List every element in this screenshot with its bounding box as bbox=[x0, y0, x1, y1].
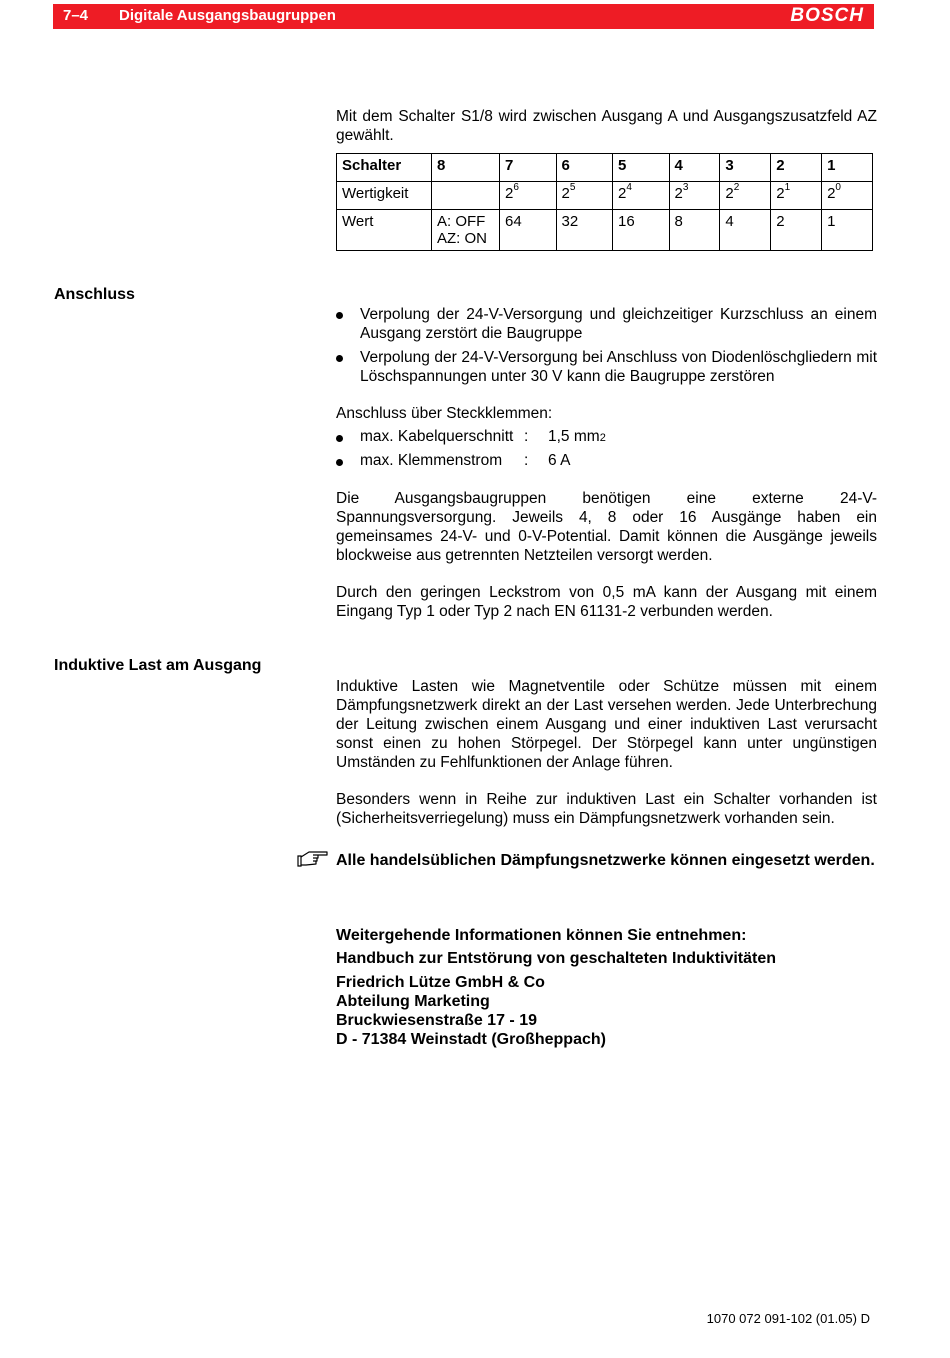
table-cell: $2^6$ bbox=[500, 182, 557, 210]
section-heading-anschluss: Anschluss bbox=[54, 286, 135, 303]
table-cell: 2 bbox=[771, 154, 822, 182]
bullet-icon bbox=[336, 312, 343, 319]
info-intro: Weitergehende Informationen können Sie entnehmen: bbox=[336, 927, 747, 944]
table-cell: 16 bbox=[613, 210, 670, 251]
page-header bbox=[53, 4, 874, 29]
info-company: Friedrich Lütze GmbH & Co Abteilung Marketing Bruckwiesenstraße 17 - 19 D - 71384 Weinstadt (Großheppach) bbox=[336, 974, 606, 1048]
table-cell: 64 bbox=[500, 210, 557, 251]
table-cell: A: OFF AZ: ON bbox=[432, 210, 500, 251]
table-cell: 8 bbox=[669, 210, 720, 251]
table-cell: $2^5$ bbox=[556, 182, 613, 210]
spec-terminal-current: max. Klemmenstrom : 6 A bbox=[336, 452, 877, 472]
table-cell: Wert bbox=[337, 210, 432, 251]
table-cell: 3 bbox=[720, 154, 771, 182]
inductive-paragraph: Induktive Lasten wie Magnetventile oder Schütze müssen mit einem Dämpfungsnetzwerk direkt an der Last versehen werden. Jede Unterbrechung der Leitung zwischen einem Ausgang und einer induktiven Last verursacht sonst einen zu hohen Störpegel. Der Störpegel kann unter ungünstigen Umständen zu Fehlfunktionen der Anlage führen. bbox=[336, 678, 877, 771]
bosch-logo: BOSCH bbox=[790, 5, 864, 26]
list-item: Verpolung der 24-V-Versorgung bei Anschluss von Diodenlöschgliedern mit Löschspannungen unter 30 V kann die Baugruppe zerstören bbox=[336, 348, 877, 386]
table-cell: 4 bbox=[720, 210, 771, 251]
table-row bbox=[337, 210, 873, 251]
table-cell: 1 bbox=[822, 210, 873, 251]
supply-paragraph: Die Ausgangsbaugruppen benötigen eine externe 24-V-Spannungsversorgung. Jeweils 4, 8 oder 16 Ausgänge haben ein gemeinsames 24-V- und 0-V-Potential. Damit können die Ausgänge jeweils blockweise aus getrennten Netzteilen versorgt werden. bbox=[336, 490, 877, 564]
intro-text: Mit dem Schalter S1/8 wird zwischen Ausgang A und Ausgangszusatzfeld AZ gewählt. bbox=[336, 108, 877, 144]
table-cell: 32 bbox=[556, 210, 613, 251]
note-text: Alle handelsüblichen Dämpfungsnetzwerke können eingesetzt werden. bbox=[336, 852, 875, 869]
table-cell: 1 bbox=[822, 154, 873, 182]
document-number: 1070 072 091-102 (01.05) D bbox=[706, 1311, 870, 1326]
list-item: Verpolung der 24-V-Versorgung und gleichzeitiger Kurzschluss an einem Ausgang zerstört die Baugruppe bbox=[336, 305, 877, 343]
table-cell: $2^4$ bbox=[613, 182, 670, 210]
bullet-icon bbox=[336, 459, 343, 466]
leakage-paragraph: Durch den geringen Leckstrom von 0,5 mA kann der Ausgang mit einem Eingang Typ 1 oder Typ 2 nach EN 61131-2 verbunden werden. bbox=[336, 584, 877, 620]
spec-cable-cross-section: max. Kabelquerschnitt : 1,5 mm2 bbox=[336, 428, 877, 448]
bullet-icon bbox=[336, 355, 343, 362]
table-cell: 7 bbox=[500, 154, 557, 182]
table-cell: 6 bbox=[556, 154, 613, 182]
bullet-icon bbox=[336, 435, 343, 442]
table-cell: 4 bbox=[669, 154, 720, 182]
table-row bbox=[337, 182, 873, 210]
chapter-title: Digitale Ausgangsbaugruppen bbox=[119, 7, 336, 24]
steckklemmen-intro: Anschluss über Steckklemmen: bbox=[336, 405, 553, 422]
table-cell: $2^2$ bbox=[720, 182, 771, 210]
table-cell: Wertigkeit bbox=[337, 182, 432, 210]
section-heading-induktiv: Induktive Last am Ausgang bbox=[54, 657, 262, 674]
page-number: 7–4 bbox=[63, 7, 89, 24]
table-row bbox=[337, 154, 873, 182]
warning-list bbox=[336, 305, 877, 386]
interlock-paragraph: Besonders wenn in Reihe zur induktiven Last ein Schalter vorhanden ist (Sicherheitsverriegelung) muss ein Dämpfungsnetzwerk vorhanden sein. bbox=[336, 791, 877, 827]
table-cell: Schalter bbox=[337, 154, 432, 182]
switch-table bbox=[336, 153, 873, 251]
info-handbook-title: Handbuch zur Entstörung von geschalteten Induktivitäten bbox=[336, 950, 777, 967]
table-cell: $2^3$ bbox=[669, 182, 720, 210]
table-cell: 5 bbox=[613, 154, 670, 182]
table-cell: 2 bbox=[771, 210, 822, 251]
pointing-hand-icon bbox=[297, 848, 329, 870]
table-cell: $2^0$ bbox=[822, 182, 873, 210]
table-cell bbox=[432, 182, 500, 210]
table-cell: $2^1$ bbox=[771, 182, 822, 210]
table-cell: 8 bbox=[432, 154, 500, 182]
